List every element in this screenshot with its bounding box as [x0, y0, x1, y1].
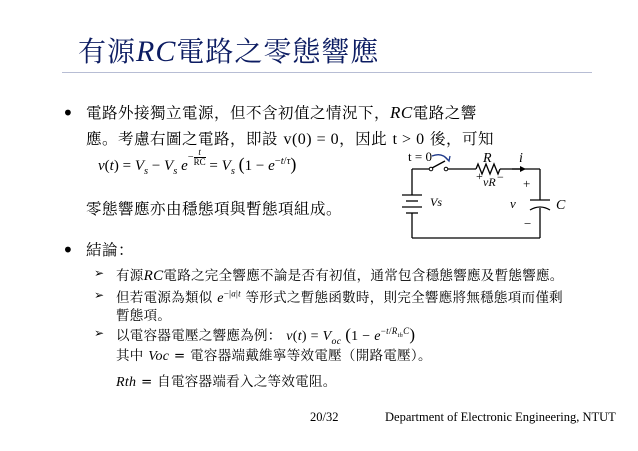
transient-expr: $e^{-|a|t}$	[217, 288, 241, 306]
bullet1-line1: 電路外接獨立電源，但不含初值之情況下，RC電路之響	[86, 103, 477, 122]
initial-condition: v(0) = 0	[283, 131, 340, 148]
capacitor-label: C	[556, 198, 566, 213]
rc-circuit-diagram	[392, 148, 578, 244]
sub-bullet-3: 以電容器電壓之響應為例： $v(t) = V_{oc}$ $(1 - e^{-t/R_{th}C})$	[116, 325, 416, 347]
vr-label: vR	[483, 175, 496, 189]
zero-state-formula: $v(t) = V_s - V_s$ $e^{- \frac{t}{RC}}$ = $V_s$ $(1 - e^{-t/\tau})$	[98, 147, 297, 177]
resistor-label: R	[483, 151, 492, 166]
arrow-bullet-icon: ➢	[94, 266, 105, 280]
bullet1-line3: 零態響應亦由穩態項與暫態項組成。	[86, 200, 343, 218]
sub-bullet-2: 但若電源為類似 $e^{-|a|t}$ 等形式之暫態函數時，則完全響應將無穩態項而僅剩	[116, 288, 563, 306]
voc-definition: 其中 Voc = 電容器端戴維寧等效電壓（開路電壓）。	[116, 348, 432, 364]
conclusion-heading: 結論：	[86, 241, 135, 259]
sub-bullet-2-cont: 暫態項。	[116, 308, 172, 324]
switch-label: t = 0	[408, 149, 432, 164]
vc-minus: −	[524, 216, 532, 231]
bullet-dot: •	[62, 101, 74, 125]
rth-definition: Rth = 自電容器端看入之等效電阻。	[116, 374, 337, 390]
bullet1-line2: 應。考慮右圖之電路，即設 v(0) = 0，因此 t > 0 後，可知	[86, 130, 495, 148]
page-number: 20/32	[310, 410, 339, 424]
bullet-dot: •	[62, 238, 74, 262]
switch	[432, 161, 445, 168]
vc-label: v	[510, 196, 516, 211]
page-title: 有源RC電路之零態響應	[78, 35, 380, 68]
vr-minus: −	[497, 170, 504, 184]
current-label: i	[519, 151, 523, 166]
capacitor-response-formula: $v(t) = V_{oc}$ $(1 - e^{-t/R_{th}C})$	[286, 325, 416, 347]
title-divider	[62, 72, 592, 73]
source-label: Vs	[430, 195, 442, 209]
sub-bullet-1: 有源RC電路之完全響應不論是否有初值，通常包含穩態響應及暫態響應。	[116, 268, 564, 284]
arrow-bullet-icon: ➢	[94, 326, 105, 340]
department-footer: Department of Electronic Engineering, NTUT	[385, 410, 616, 424]
vr-plus: +	[476, 169, 483, 183]
current-arrow-icon	[520, 166, 526, 172]
arrow-bullet-icon: ➢	[94, 288, 105, 302]
vc-plus: +	[523, 176, 531, 191]
